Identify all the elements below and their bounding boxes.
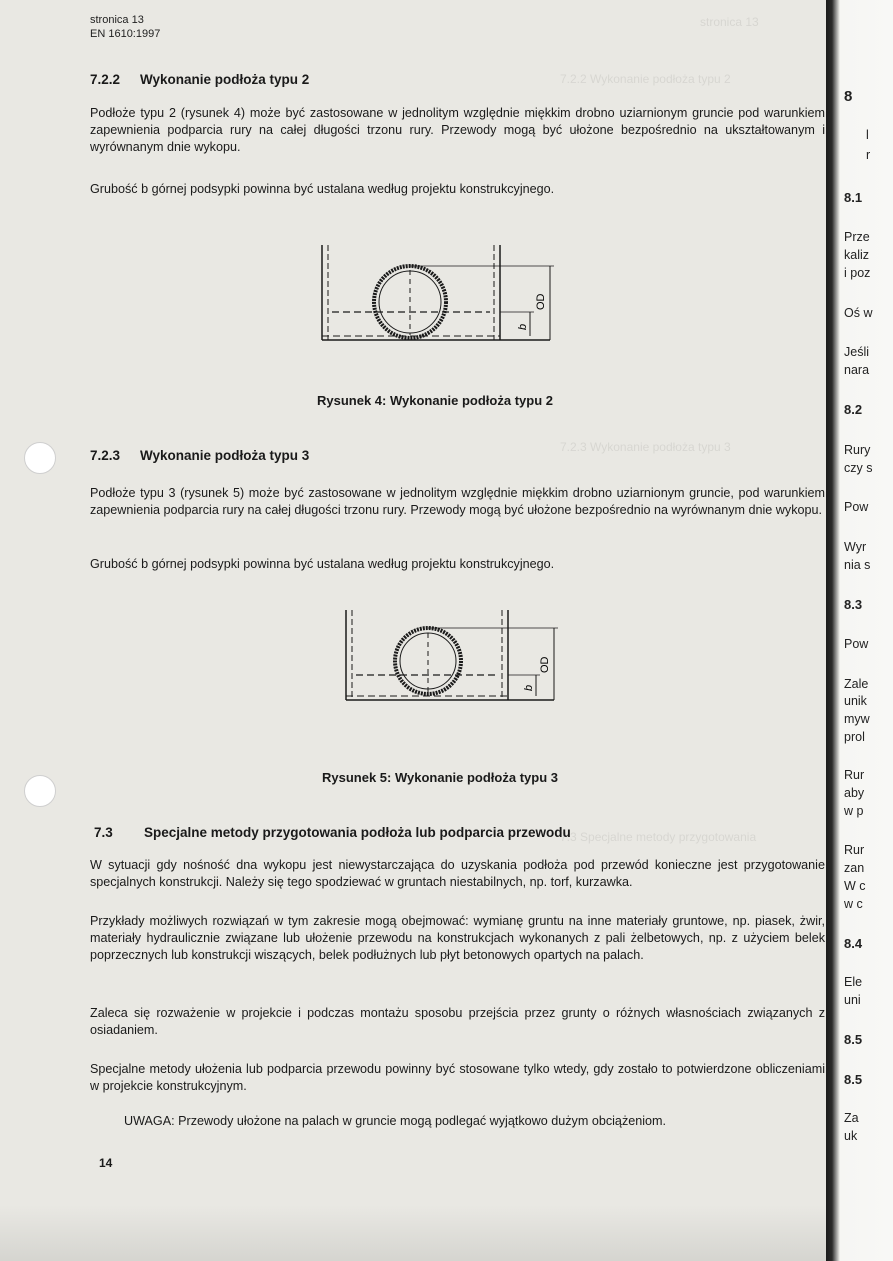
section-heading-7-2-3	[90, 448, 309, 463]
paragraph: Grubość b górnej podsypki powinna być ustalana według projektu konstrukcyjnego.	[90, 557, 555, 571]
page-number: 14	[99, 1156, 113, 1170]
fragment: w p	[844, 804, 864, 818]
fragment: Oś w	[844, 306, 873, 320]
header-standard: EN 1610:1997	[90, 28, 161, 40]
note: UWAGA: Przewody ułożone na palach w gruncie mogą podlegać wyjątkowo dużym obciążeniom.	[124, 1114, 667, 1128]
paragraph: Specjalne metody ułożenia lub podparcia przewodu powinny być stosowane tylko wtedy, gdy zostało to potwierdzone obliczeniami w projekcie konstrukcyjnym.	[90, 1062, 825, 1093]
fragment: Wyr	[844, 540, 867, 554]
fragment: prol	[844, 730, 865, 744]
fragment: i poz	[844, 266, 871, 280]
adjacent-page-fragment	[826, 0, 893, 1261]
fragment: unik	[844, 694, 867, 708]
bleed-text: stronica 13	[700, 15, 759, 29]
section-heading-7-2-2	[90, 72, 309, 87]
figure-label-b: b	[517, 323, 529, 330]
punch-hole	[24, 775, 56, 807]
figure-label-b: b	[523, 684, 535, 691]
fragment: Pow	[844, 637, 869, 651]
figure-4-caption: Rysunek 4: Wykonanie podłoża typu 2	[317, 393, 553, 408]
figure-label-od: OD	[535, 293, 547, 310]
paragraph: Podłoże typu 3 (rysunek 5) może być zastosowane w jednolitym względnie miękkim drobno uziarnionym gruncie, pod warunkiem zapewnienia podparcia rury na całej długości trzonu rury. Przewody mogą być ułożone bezpośrednio na wyrównanym dnie wykopu.	[90, 486, 825, 517]
section-number: 7.3	[94, 825, 113, 840]
figure-4-diagram	[310, 240, 570, 360]
paragraph: Przykłady możliwych rozwiązań w tym zakresie mogą obejmować: wymianę gruntu na inne materiały gruntowe, np. piasek, żwir, materiały hydraulicznie związane lub ułożenie przewodu na konstrukcjach wykonanych z pali żelbetowych, np. z użyciem belek poprzecznych lub konstrukcji wiszących, belek podłużnych lub płyt betonowych opartych na palach.	[90, 914, 825, 962]
section-number: 7.2.2	[90, 72, 121, 87]
fragment: w c	[844, 897, 863, 911]
paragraph: Grubość b górnej podsypki powinna być ustalana według projektu konstrukcyjnego.	[90, 182, 555, 196]
fragment: Rur	[844, 843, 865, 857]
bleed-text: 7.3 Specjalne metody przygotowania	[560, 830, 757, 844]
fragment: 8	[844, 88, 853, 105]
fragment: Jeśli	[844, 345, 870, 359]
paragraph: Zaleca się rozważenie w projekcie i podczas montażu sposobu przejścia przez grunty o różnych własnościach związanych z osiadaniem.	[90, 1006, 825, 1037]
scan-shadow	[0, 1205, 826, 1261]
section-number: 7.2.3	[90, 448, 121, 463]
fragment: Ele	[844, 975, 863, 989]
header-page-label: stronica 13	[90, 14, 144, 26]
section-title: Specjalne metody przygotowania podłoża lub podparcia przewodu	[144, 825, 571, 840]
figure-label-od: OD	[539, 656, 551, 673]
fragment: zan	[844, 861, 865, 875]
fragment: 8.4	[844, 936, 863, 951]
bleed-text: 7.2.3 Wykonanie podłoża typu 3	[560, 440, 731, 454]
fragment: 8.3	[844, 597, 863, 612]
fragment: Prze	[844, 230, 870, 244]
fragment: uni	[844, 993, 861, 1007]
fragment: 8.5	[844, 1032, 863, 1047]
fragment: kaliz	[844, 248, 870, 262]
fragment: Za	[844, 1111, 859, 1125]
fragment: 8.2	[844, 402, 863, 417]
fragment: aby	[844, 786, 865, 800]
fragment: 8.1	[844, 190, 863, 205]
fragment: Rur	[844, 768, 865, 782]
fragment: 8.5	[844, 1072, 863, 1087]
paragraph: Podłoże typu 2 (rysunek 4) może być zastosowane w jednolitym względnie miękkim drobno uziarnionym gruncie pod warunkiem zapewnienia podparcia rury na całej długości trzonu rury. Przewody mogą być ułożone bezpośrednio na ukształtowanym i wyrównanym dnie wykopu.	[90, 106, 825, 154]
section-title: Wykonanie podłoża typu 2	[140, 72, 310, 87]
fragment: l	[866, 128, 869, 142]
bleed-text: 7.2.2 Wykonanie podłoża typu 2	[560, 72, 731, 86]
fragment: czy s	[844, 461, 873, 475]
fragment: nara	[844, 363, 870, 377]
figure-5-diagram	[334, 605, 574, 715]
fragment: Rury	[844, 443, 871, 457]
paragraph: W sytuacji gdy nośność dna wykopu jest niewystarczająca do uzyskania podłoża pod przewód konieczne jest przygotowanie specjalnych konstrukcji. Należy się tego spodziewać w gruntach niestabilnych, np. torf, kurzawka.	[90, 858, 825, 889]
fragment: nia s	[844, 558, 871, 572]
figure-5-caption: Rysunek 5: Wykonanie podłoża typu 3	[322, 770, 558, 785]
fragment: myw	[844, 712, 870, 726]
fragment: Zale	[844, 677, 869, 691]
fragment: uk	[844, 1129, 858, 1143]
section-heading-7-3	[94, 825, 571, 840]
section-title: Wykonanie podłoża typu 3	[140, 448, 310, 463]
fragment: W c	[844, 879, 866, 893]
fragment: Pow	[844, 500, 869, 514]
fragment: r	[866, 148, 871, 162]
punch-hole	[24, 442, 56, 474]
